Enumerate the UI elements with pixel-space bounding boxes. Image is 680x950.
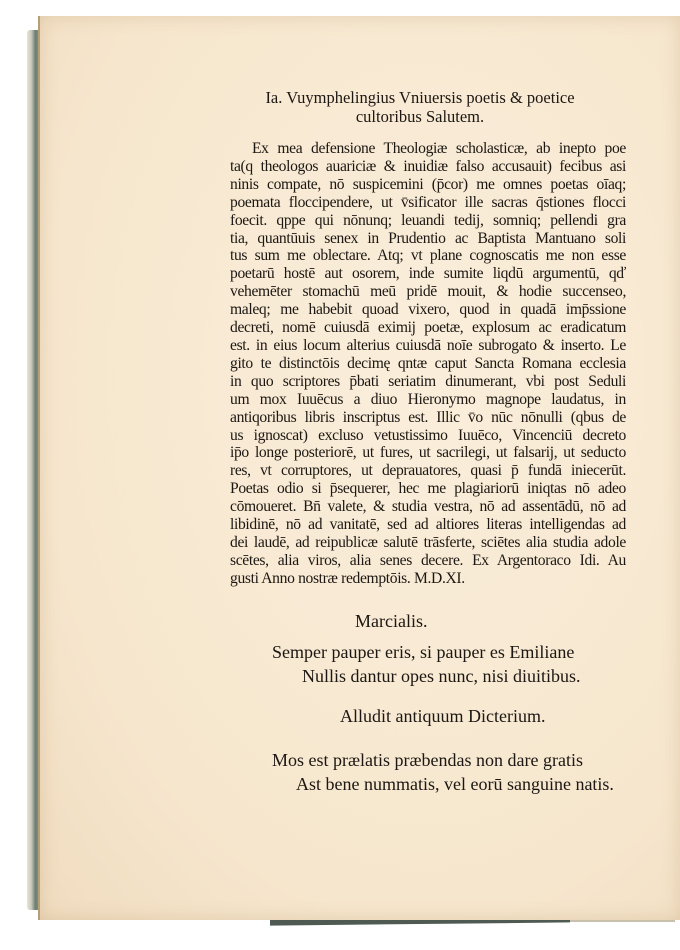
section-heading-dicterium: Alludit antiquum Dicterium. [340,706,546,726]
body-line: poetarū hostē aut osorem, inde sumite liqdū argumentū, qď [230,265,626,283]
body-line: Ex mea defensione Theologiæ scholasticæ, ab inepto poe [252,140,626,157]
book-page [38,16,680,920]
body-line: um mox Iuuēcus a diuo Hieronymo magnope laudatus, in [230,390,626,408]
body-line: us ignoscat) excluso vetustissimo Iuuēco, Vincenciū decreto [230,426,626,444]
verse-marcialis [272,640,581,688]
body-line: tia, quantūuis senex in Prudentio ac Baptista Mantuano soli [230,229,626,247]
body-line: decreti, nomē cuiusdā eximij poetæ, explosum ac eradicatum [230,319,626,337]
body-line: gusti Anno nostræ redemptōis. M.D.XI. [230,569,465,587]
body-line: ninis compate, nō suspicemini (p̄cor) me omnes poetas oīaq; [230,175,626,193]
body-line: ip̄o longe posteriorē, ut fures, ut sacrilegi, ut falsarij, ut seducto [230,444,626,462]
body-line: maleq; me habebit quoad vixero, quod in quadā imp̄ssione [230,301,626,319]
title-line-1: Ia. Vuymphelingius Vniuersis poetis & poetice [265,88,575,107]
title-line-2: cultoribus Salutem. [355,107,485,126]
body-line: ta(q theologos auariciæ & inuidiæ falso accusauit) fecibus asi [230,157,626,175]
body-line: vehemēter stomachū meū pridē mouit, & hodie succenseo, [230,283,626,301]
letter-title [230,88,610,126]
body-line: res, vt corruptores, ut deprauatores, quasi p̄ fundā iniecerūt. [230,462,626,480]
body-line: foecit. qppe qui nōnunq; leuandi tedij, somniq; pellendi gra [230,211,626,229]
body-line: in quo scriptores p̄bati seriatim dinumerant, vbi post Seduli [230,372,626,390]
verse-line: Mos est prælatis præbendas non dare gratis [272,750,583,770]
verse-line: Semper pauper eris, si pauper es Emiliane [272,642,575,662]
body-line: Poetas odio si p̄sequerer, hec me plagiariorū iniqtas nō adeo [230,480,626,498]
body-line: poemata floccipendere, ut v̄sificator ille sacras q̄stiones flocci [230,193,626,211]
body-line: antiqoribus libris inscriptus est. Illic v̄o nūc nōnulli (qbus de [230,408,626,426]
verse-dicterium [272,748,614,796]
verse-line: Nullis dantur opes nunc, nisi diuitibus. [302,666,581,686]
body-line: libidinē, nō ad vanitatē, sed ad altiores literas intelligendas ad [230,516,626,534]
body-line: cōmoueret. Bn̄ valete, & studia vestra, nō ad assentādū, nō ad [230,498,626,516]
verse-line: Ast bene nummatis, vel eorū sanguine natis. [296,774,614,794]
letter-body [230,140,626,588]
section-heading-marcialis: Marcialis. [355,611,428,631]
body-line: gito te distinctōis decimę qntæ caput Sancta Romana ecclesia [230,354,626,372]
body-line: est. in eius locum alterius cuiusdā noīe subrogato & inserto. Le [230,336,626,354]
body-line: tus sum me oblectare. Atq; vt plane cognoscatis me non esse [230,247,626,265]
body-line: scētes, alia viros, alia senes decere. Ex Argentoraco Idi. Au [230,551,626,569]
body-line: dei laudē, ad reipublicæ salutē trāsferte, sciētes alia studia adole [230,533,626,551]
